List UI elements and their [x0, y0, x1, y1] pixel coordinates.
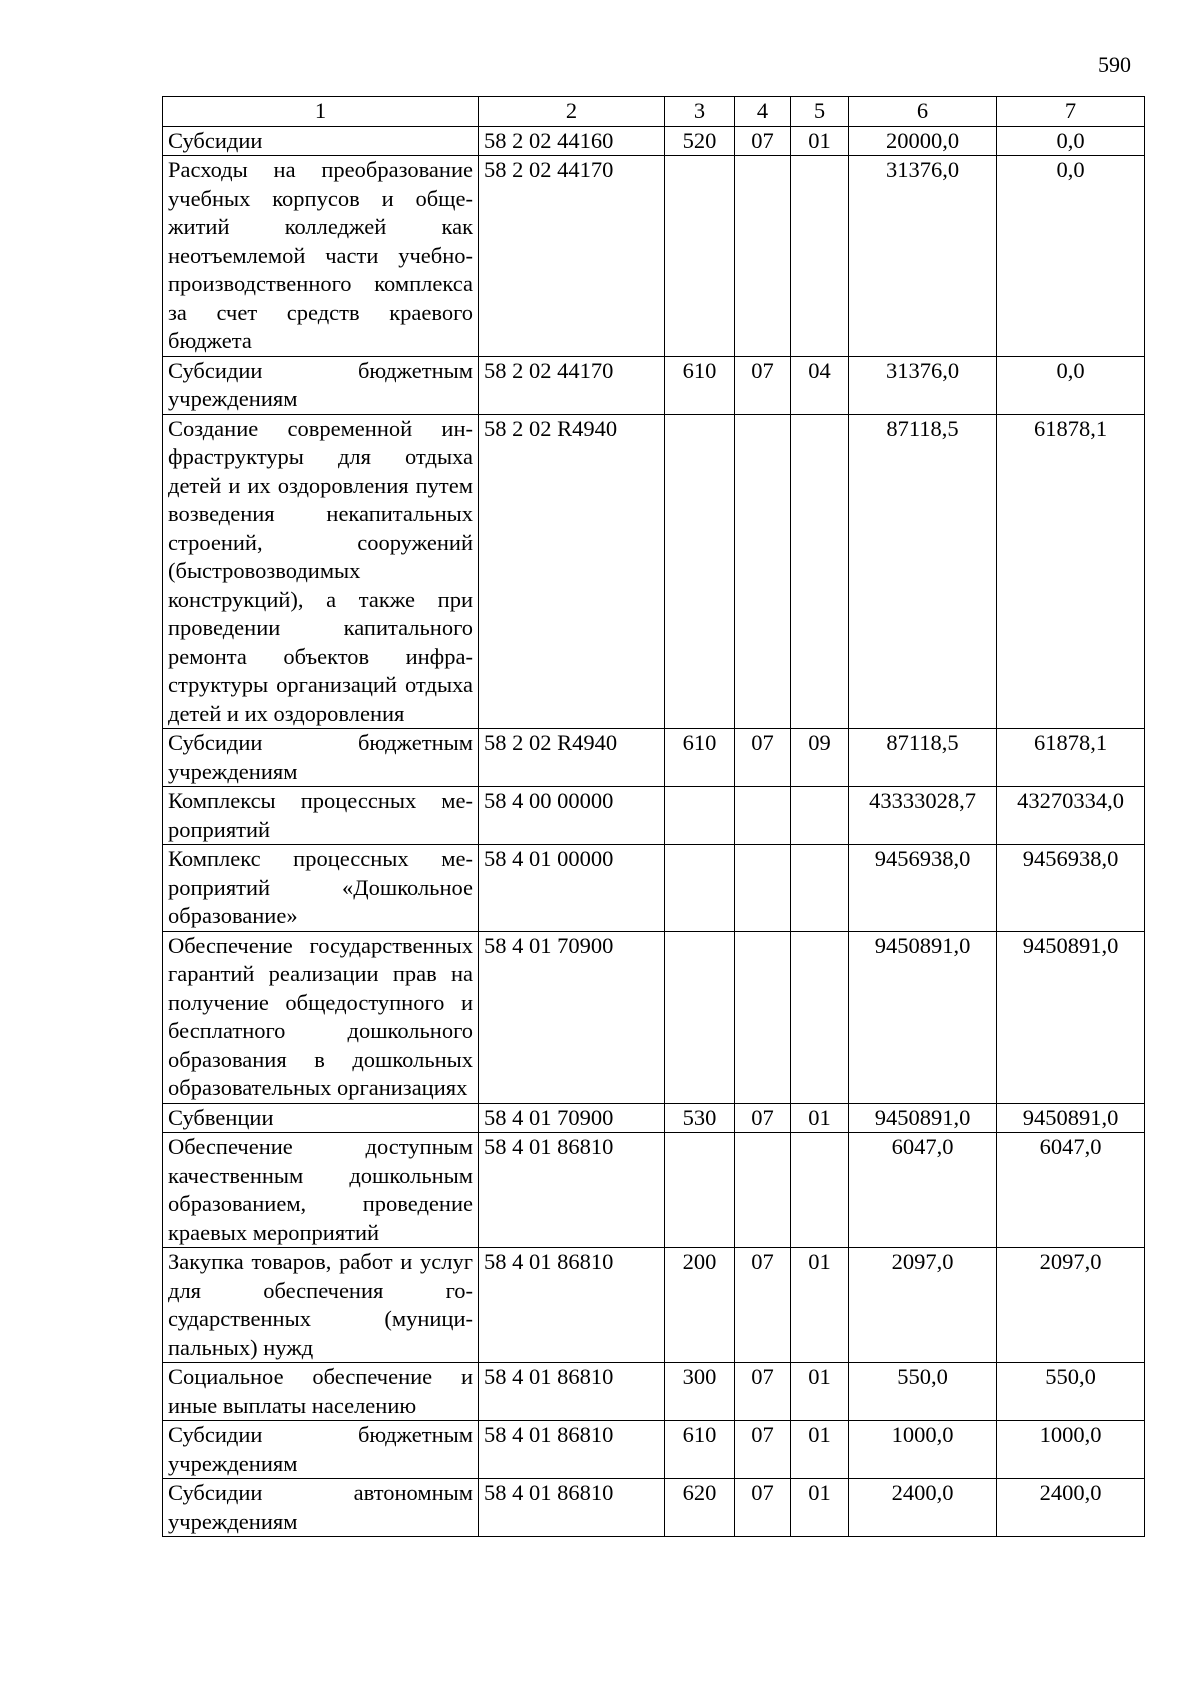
row-name: Создание современной инфраструктуры для отдыха детей и их оздоровления путем возведения некапитальных строений, сооружений (быстровозводимых конструкций), а также при проведении капитального ремонта объектов инфраструктуры организаций отдыха детей и их оздоровления — [163, 414, 479, 729]
row-col-7: 2400,0 — [997, 1479, 1145, 1537]
row-name: Социальное обеспечение и иные выплаты населению — [163, 1363, 479, 1421]
row-code: 58 4 01 86810 — [479, 1248, 665, 1363]
row-name: Обеспечение доступным качественным дошкольным образованием, проведение краевых мероприятий — [163, 1133, 479, 1248]
row-code: 58 4 01 86810 — [479, 1479, 665, 1537]
row-col-6: 9456938,0 — [849, 845, 997, 932]
row-col-4 — [735, 414, 791, 729]
row-col-3 — [665, 414, 735, 729]
table-row — [163, 845, 1145, 932]
row-code: 58 2 02 44160 — [479, 126, 665, 156]
row-name: Закупка товаров, работ и услуг для обеспечения государственных (муниципальных) нужд — [163, 1248, 479, 1363]
table-row — [163, 156, 1145, 357]
row-col-6: 2097,0 — [849, 1248, 997, 1363]
row-col-7: 0,0 — [997, 356, 1145, 414]
row-col-4: 07 — [735, 1103, 791, 1133]
row-col-4 — [735, 156, 791, 357]
row-col-5 — [791, 845, 849, 932]
row-col-5 — [791, 931, 849, 1103]
column-header: 2 — [479, 97, 665, 127]
table-row — [163, 126, 1145, 156]
row-col-5: 01 — [791, 126, 849, 156]
table-row — [163, 931, 1145, 1103]
row-name: Комплексы процессных мероприятий — [163, 787, 479, 845]
row-col-5: 01 — [791, 1248, 849, 1363]
row-col-6: 87118,5 — [849, 729, 997, 787]
row-col-7: 9450891,0 — [997, 931, 1145, 1103]
row-col-3: 530 — [665, 1103, 735, 1133]
row-col-4: 07 — [735, 1479, 791, 1537]
table-row — [163, 1479, 1145, 1537]
row-col-4 — [735, 845, 791, 932]
row-col-3: 300 — [665, 1363, 735, 1421]
table-row — [163, 1133, 1145, 1248]
row-col-4: 07 — [735, 1421, 791, 1479]
row-col-7: 0,0 — [997, 156, 1145, 357]
row-col-4: 07 — [735, 126, 791, 156]
row-name: Субсидии — [163, 126, 479, 156]
table-row — [163, 729, 1145, 787]
row-col-7: 550,0 — [997, 1363, 1145, 1421]
row-code: 58 4 01 00000 — [479, 845, 665, 932]
row-col-6: 9450891,0 — [849, 931, 997, 1103]
row-col-4 — [735, 787, 791, 845]
row-col-5: 09 — [791, 729, 849, 787]
row-name: Субсидии бюджетным учреждениям — [163, 356, 479, 414]
row-col-5: 01 — [791, 1363, 849, 1421]
table-row — [163, 1103, 1145, 1133]
row-col-7: 0,0 — [997, 126, 1145, 156]
row-col-4: 07 — [735, 1248, 791, 1363]
column-header: 4 — [735, 97, 791, 127]
column-header: 3 — [665, 97, 735, 127]
row-col-4 — [735, 931, 791, 1103]
row-name: Субсидии бюджетным учреждениям — [163, 729, 479, 787]
budget-table — [162, 96, 1145, 1537]
row-col-3 — [665, 787, 735, 845]
column-header: 6 — [849, 97, 997, 127]
row-col-6: 2400,0 — [849, 1479, 997, 1537]
row-col-4: 07 — [735, 356, 791, 414]
row-col-3: 620 — [665, 1479, 735, 1537]
row-col-6: 31376,0 — [849, 356, 997, 414]
row-name: Комплекс процессных мероприятий «Дошкольное образование» — [163, 845, 479, 932]
row-col-4: 07 — [735, 1363, 791, 1421]
row-code: 58 4 01 70900 — [479, 931, 665, 1103]
row-col-7: 9456938,0 — [997, 845, 1145, 932]
row-code: 58 2 02 R4940 — [479, 729, 665, 787]
row-code: 58 4 01 86810 — [479, 1363, 665, 1421]
table-row — [163, 414, 1145, 729]
row-col-5: 01 — [791, 1103, 849, 1133]
row-code: 58 4 01 86810 — [479, 1421, 665, 1479]
row-col-3: 200 — [665, 1248, 735, 1363]
row-col-3: 610 — [665, 1421, 735, 1479]
row-col-7: 2097,0 — [997, 1248, 1145, 1363]
table-row — [163, 1363, 1145, 1421]
column-header: 1 — [163, 97, 479, 127]
row-col-7: 9450891,0 — [997, 1103, 1145, 1133]
row-name: Расходы на преобразование учебных корпусов и общежитий колледжей как неотъемлемой части учебно-производственного комплекса за счет средств краевого бюджета — [163, 156, 479, 357]
row-col-4: 07 — [735, 729, 791, 787]
row-col-6: 20000,0 — [849, 126, 997, 156]
row-col-5: 01 — [791, 1421, 849, 1479]
header-row — [163, 97, 1145, 127]
row-col-7: 61878,1 — [997, 729, 1145, 787]
row-code: 58 2 02 44170 — [479, 156, 665, 357]
row-col-6: 43333028,7 — [849, 787, 997, 845]
row-col-6: 1000,0 — [849, 1421, 997, 1479]
row-col-6: 550,0 — [849, 1363, 997, 1421]
row-col-4 — [735, 1133, 791, 1248]
row-name: Субсидии бюджетным учреждениям — [163, 1421, 479, 1479]
row-col-3: 610 — [665, 356, 735, 414]
row-col-5 — [791, 1133, 849, 1248]
page-number: 590 — [1098, 52, 1131, 77]
column-header: 5 — [791, 97, 849, 127]
row-name: Субвенции — [163, 1103, 479, 1133]
row-col-3 — [665, 931, 735, 1103]
row-code: 58 4 01 70900 — [479, 1103, 665, 1133]
row-col-3 — [665, 845, 735, 932]
row-col-5 — [791, 414, 849, 729]
row-col-6: 31376,0 — [849, 156, 997, 357]
table-row — [163, 356, 1145, 414]
row-col-5: 01 — [791, 1479, 849, 1537]
row-col-3 — [665, 156, 735, 357]
row-name: Субсидии автономным учреждениям — [163, 1479, 479, 1537]
row-name: Обеспечение государственных гарантий реализации прав на получение общедоступного и бесплатного дошкольного образования в дошкольных образовательных организациях — [163, 931, 479, 1103]
table-row — [163, 787, 1145, 845]
row-col-5: 04 — [791, 356, 849, 414]
row-col-5 — [791, 156, 849, 357]
row-col-7: 1000,0 — [997, 1421, 1145, 1479]
row-col-6: 6047,0 — [849, 1133, 997, 1248]
table-row — [163, 1421, 1145, 1479]
row-col-7: 61878,1 — [997, 414, 1145, 729]
row-col-6: 87118,5 — [849, 414, 997, 729]
row-code: 58 4 01 86810 — [479, 1133, 665, 1248]
row-code: 58 2 02 R4940 — [479, 414, 665, 729]
row-col-7: 43270334,0 — [997, 787, 1145, 845]
row-col-7: 6047,0 — [997, 1133, 1145, 1248]
table-row — [163, 1248, 1145, 1363]
row-code: 58 4 00 00000 — [479, 787, 665, 845]
row-code: 58 2 02 44170 — [479, 356, 665, 414]
row-col-5 — [791, 787, 849, 845]
row-col-3: 520 — [665, 126, 735, 156]
row-col-6: 9450891,0 — [849, 1103, 997, 1133]
column-header: 7 — [997, 97, 1145, 127]
row-col-3: 610 — [665, 729, 735, 787]
row-col-3 — [665, 1133, 735, 1248]
